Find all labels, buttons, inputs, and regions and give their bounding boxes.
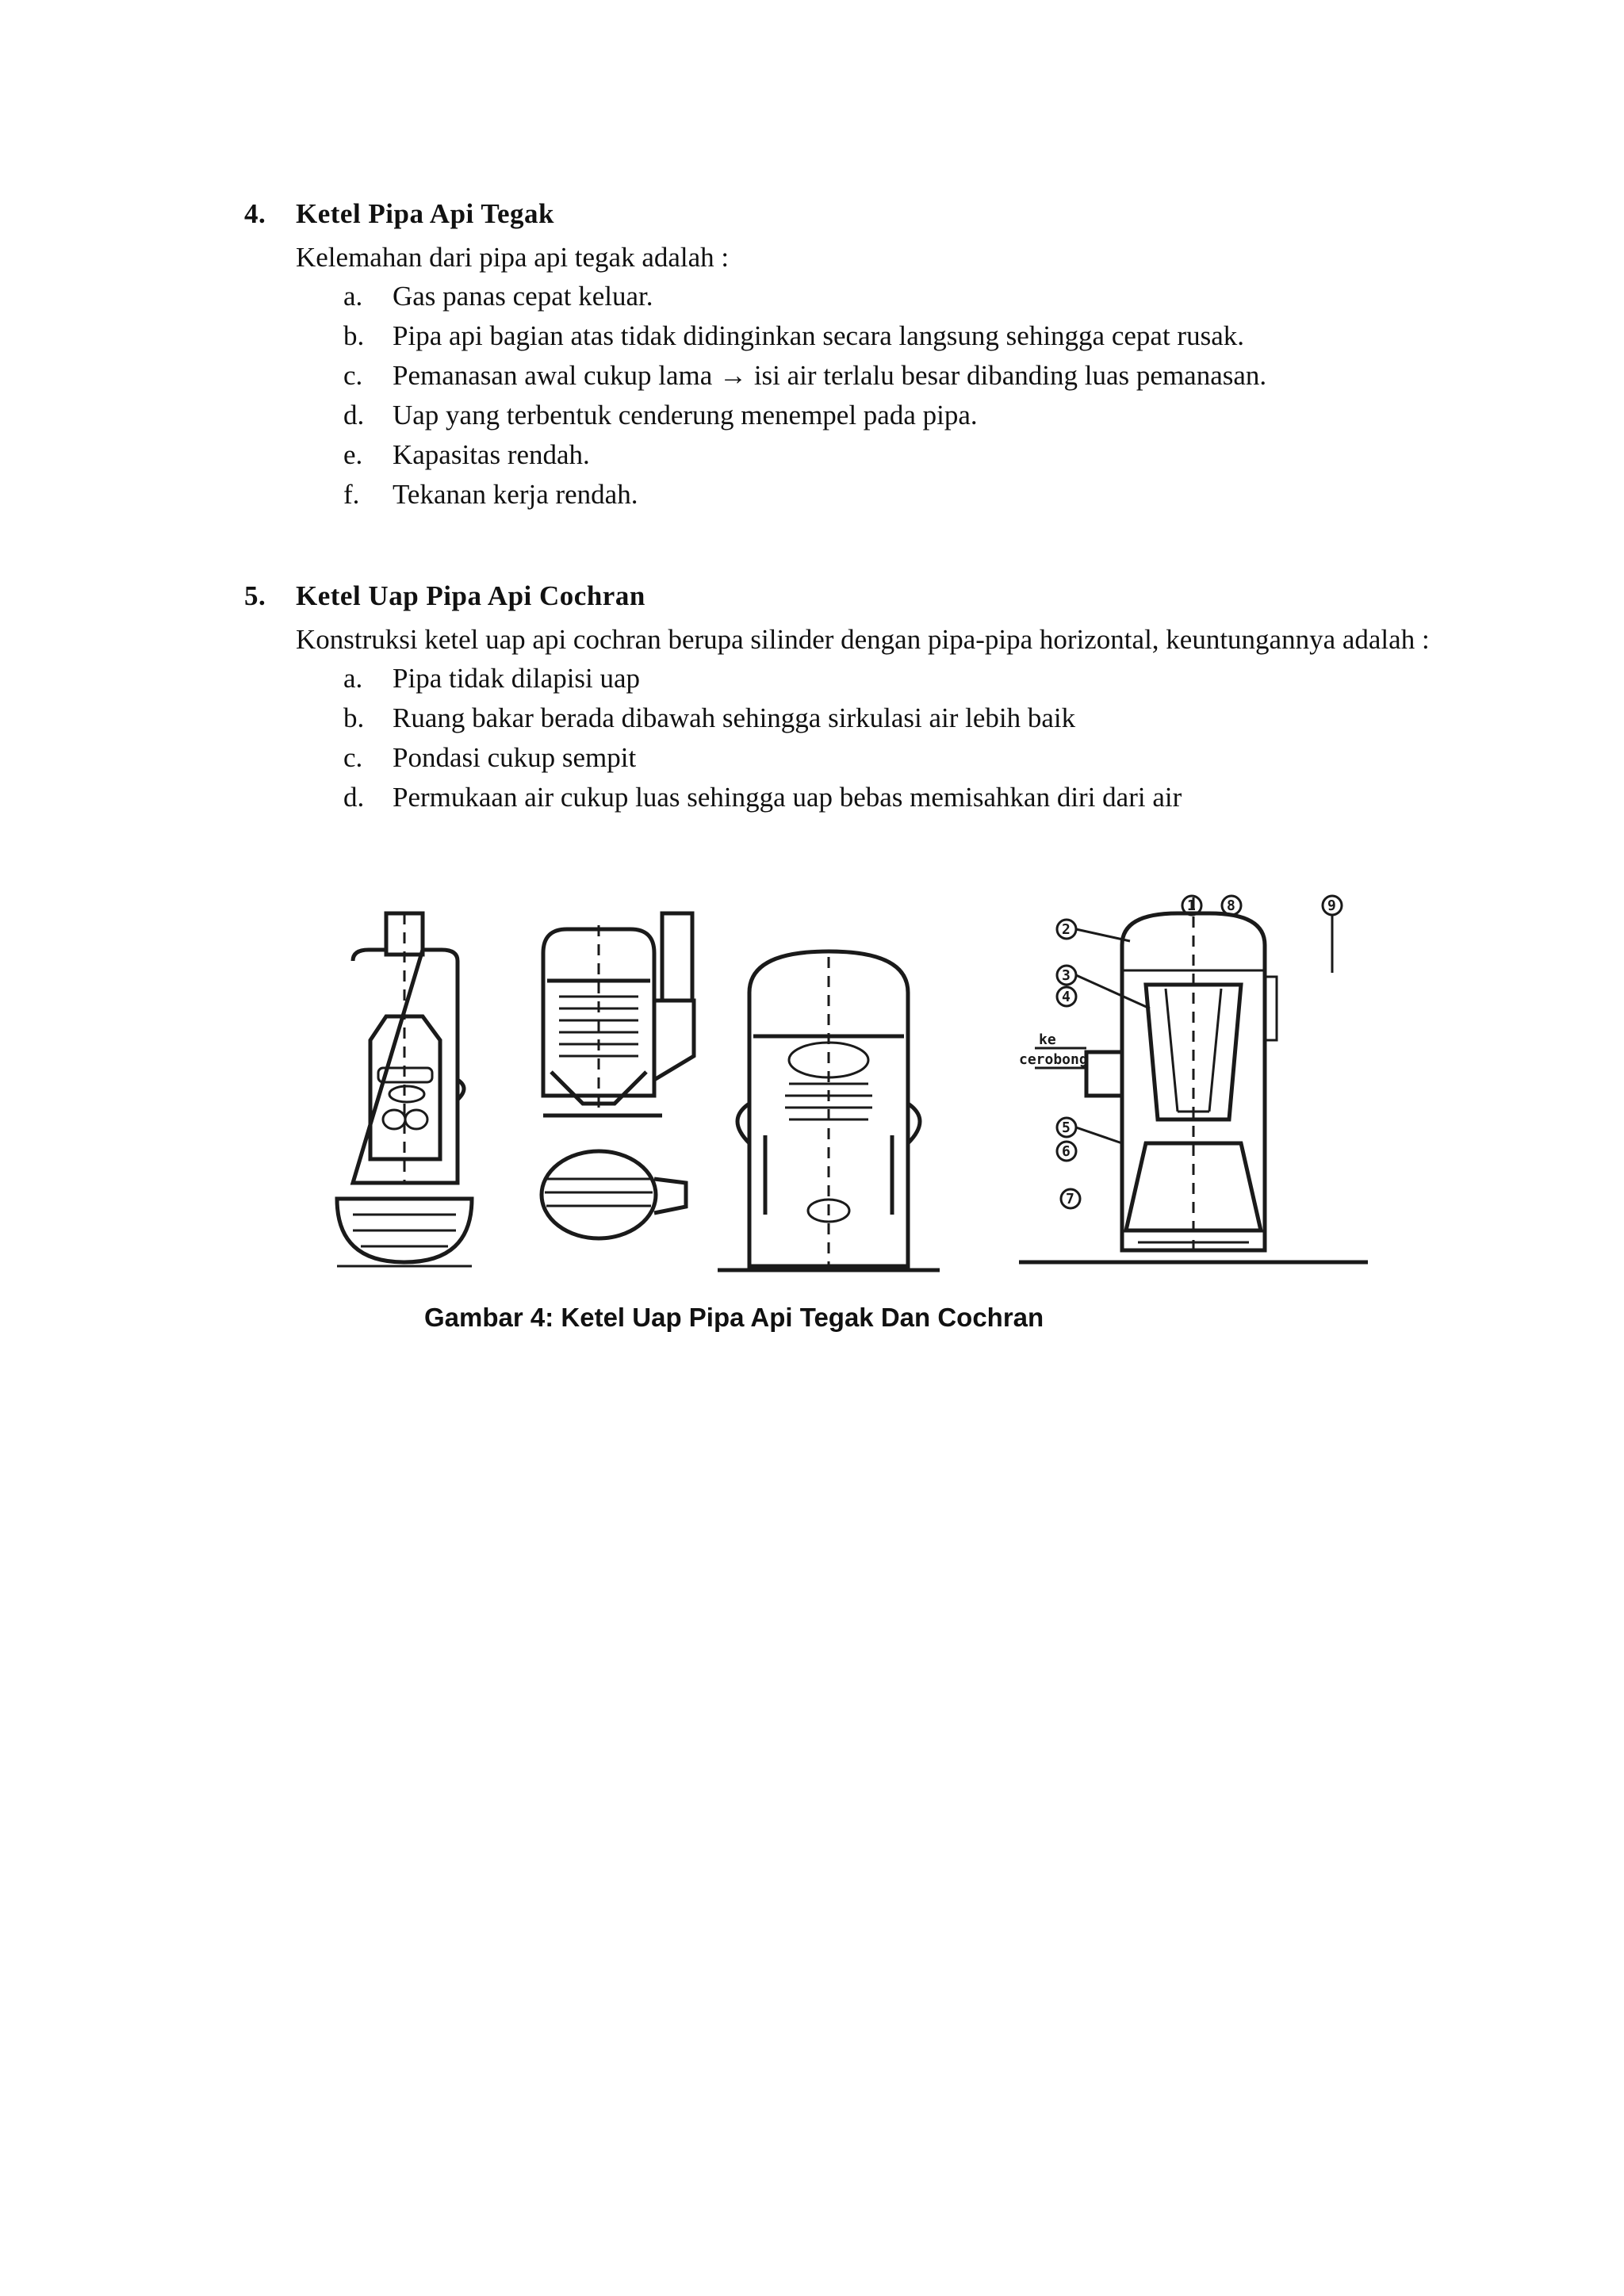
- section-intro: Konstruksi ketel uap api cochran berupa silinder dengan pipa-pipa horizontal, keuntungannya adalah :: [296, 624, 1430, 655]
- callout-4: 4: [1062, 989, 1071, 1005]
- list-item: f. Tekanan kerja rendah.: [343, 479, 638, 510]
- horizontal-tube-boiler-drawing: [542, 913, 694, 1238]
- list-item: a. Gas panas cepat keluar.: [343, 281, 653, 312]
- callout-5: 5: [1062, 1119, 1071, 1136]
- section-number: 4.: [244, 198, 266, 229]
- list-item: d. Uap yang terbentuk cenderung menempel pada pipa.: [343, 400, 978, 430]
- list-item: c. Pemanasan awal cukup lama → isi air terlalu besar dibanding luas pemanasan.: [343, 360, 1267, 391]
- list-item: b. Ruang bakar berada dibawah sehingga sirkulasi air lebih baik: [343, 702, 1076, 733]
- ke-label: ke: [1039, 1031, 1056, 1048]
- section-number: 5.: [244, 580, 266, 611]
- section-title: Ketel Pipa Api Tegak: [296, 198, 555, 229]
- callout-7: 7: [1066, 1191, 1074, 1207]
- list-item: d. Permukaan air cukup luas sehingga uap bebas memisahkan diri dari air: [343, 782, 1182, 813]
- list-item: c. Pondasi cukup sempit: [343, 742, 637, 773]
- figure-caption: Gambar 4: Ketel Uap Pipa Api Tegak Dan Cochran: [424, 1303, 1044, 1332]
- advantage-list: [343, 659, 1434, 817]
- callout-8: 8: [1227, 897, 1235, 914]
- cerobong-label: cerobong: [1019, 1051, 1088, 1068]
- vertical-boiler-drawing: [337, 913, 472, 1266]
- boiler-illustration: [321, 882, 1392, 1282]
- tube-nest-boiler-drawing: [718, 951, 940, 1270]
- section-intro: Kelemahan dari pipa api tegak adalah :: [296, 242, 730, 273]
- list-item: a. Pipa tidak dilapisi uap: [343, 663, 641, 694]
- callout-3: 3: [1062, 967, 1071, 984]
- section-title: Ketel Uap Pipa Api Cochran: [296, 580, 645, 611]
- callout-2: 2: [1062, 921, 1071, 938]
- weakness-list: [343, 277, 1434, 515]
- section-heading: [244, 577, 1434, 615]
- list-item: e. Kapasitas rendah.: [343, 439, 590, 470]
- callout-6: 6: [1062, 1143, 1071, 1160]
- callout-9: 9: [1327, 897, 1336, 914]
- callout-1: 1: [1187, 897, 1196, 914]
- section-heading: [244, 195, 1434, 233]
- section-ketel-pipa-api-tegak: [244, 195, 1434, 515]
- section-ketel-uap-pipa-api-cochran: [244, 577, 1434, 817]
- boiler-figure: [321, 882, 1392, 1282]
- list-item: b. Pipa api bagian atas tidak didinginkan secara langsung sehingga cepat rusak.: [343, 320, 1244, 351]
- cochran-boiler-drawing: [1019, 896, 1368, 1262]
